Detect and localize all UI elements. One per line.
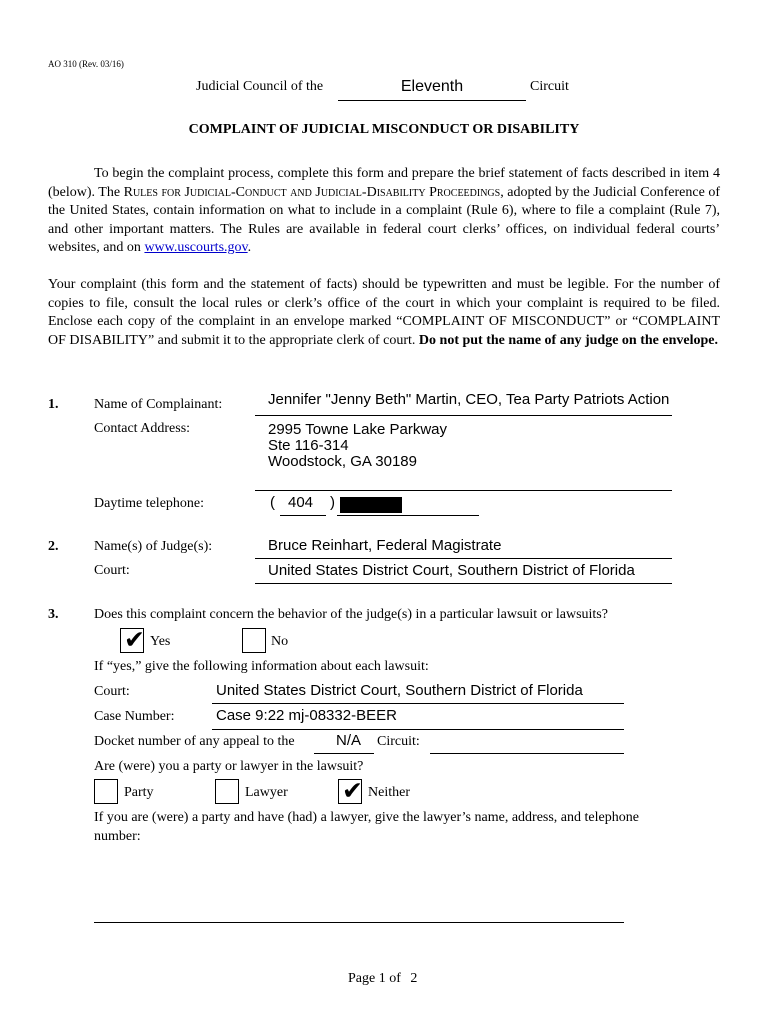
lawyer-info-prompt-line-2: number: <box>94 829 141 844</box>
phone-open-paren: ( <box>270 494 275 511</box>
phone-label: Daytime telephone: <box>94 496 205 511</box>
phone-number-underline <box>337 515 479 516</box>
intro-text-middle: , adopted by the Judicial Conference of the United States, contain information on what to include in a complaint (Rule 6), where to file a complaint (Rule 7), and other important matters. The Rules are available in federal court clerks’ offices, on individual federal courts’ websites, and on <box>48 184 720 255</box>
yes-checkmark-icon: ✔ <box>124 625 145 654</box>
neither-label: Neither <box>368 785 410 800</box>
lawyer-label: Lawyer <box>245 785 288 800</box>
item-2-number: 2. <box>48 539 59 554</box>
uscourts-link[interactable]: www.uscourts.gov <box>144 240 248 255</box>
circuit-suffix: Circuit <box>530 79 569 94</box>
lawsuit-question: Does this complaint concern the behavior of the judge(s) in a particular lawsuit or lawsuits? <box>94 607 608 622</box>
page-number-text: Page 1 of <box>348 971 401 986</box>
form-code: AO 310 (Rev. 03/16) <box>48 59 124 69</box>
area-code-underline <box>280 515 326 516</box>
phone-close-paren: ) <box>330 494 335 511</box>
judge-name-field[interactable]: Bruce Reinhart, Federal Magistrate <box>268 537 502 554</box>
contact-address-label: Contact Address: <box>94 421 191 436</box>
lawyer-info-prompt-line-1: If you are (were) a party and have (had) a lawyer, give the lawyer’s name, address, and telephone <box>94 810 639 825</box>
lawyer-checkbox[interactable] <box>215 779 239 804</box>
appeal-circuit-underline <box>314 753 374 754</box>
area-code-field[interactable]: 404 <box>288 494 314 511</box>
judge-court-underline <box>255 583 672 584</box>
instructions-paragraph <box>48 276 720 350</box>
docket-label: Docket number of any appeal to the <box>94 734 295 749</box>
instructions-text: Your complaint (this form and the statement of facts) should be typewritten and must be legible. For the number of copies to file, consult the local rules or clerk’s office of the court in which your complaint is required to be filed. Enclose each copy of the complaint in an envelope marked “COMPLAINT OF MISCONDUCT” or “COMPLAINT OF DISABILITY” and submit it to the appropriate clerk of court. <box>48 277 720 348</box>
page-indicator <box>348 971 417 987</box>
page-total: 2 <box>410 971 418 986</box>
no-checkbox[interactable] <box>242 628 266 653</box>
complainant-name-field[interactable]: Jennifer "Jenny Beth" Martin, CEO, Tea Party Patriots Action <box>268 391 670 408</box>
lawsuit-court-label: Court: <box>94 684 130 699</box>
party-checkbox[interactable] <box>94 779 118 804</box>
complainant-name-label: Name of Complainant: <box>94 397 223 412</box>
rules-title: Rules for Judicial-Conduct and Judicial-Disability Proceedings <box>123 184 501 200</box>
intro-text-start: To begin the complaint process, complete this form and prepare the brief statement of facts described in item 4 (below). The <box>48 166 720 200</box>
contact-address-line-2[interactable]: Ste 116-314 <box>268 437 349 454</box>
item-3-number: 3. <box>48 607 59 622</box>
complainant-name-underline <box>255 415 672 416</box>
appeal-circuit-field[interactable]: N/A <box>336 732 362 749</box>
yes-checkbox[interactable] <box>120 625 145 654</box>
judge-court-field[interactable]: United States District Court, Southern District of Florida <box>268 562 635 579</box>
envelope-warning: Do not put the name of any judge on the envelope. <box>418 332 718 348</box>
lawsuit-court-field[interactable]: United States District Court, Southern District of Florida <box>216 682 583 699</box>
no-label: No <box>271 634 289 649</box>
party-question: Are (were) you a party or lawyer in the lawsuit? <box>94 759 364 774</box>
case-number-label: Case Number: <box>94 709 175 724</box>
lawsuit-court-underline <box>212 703 624 704</box>
lawyer-info-underline <box>94 922 624 923</box>
yes-label: Yes <box>150 634 171 649</box>
form-title: COMPLAINT OF JUDICIAL MISCONDUCT OR DISABILITY <box>188 122 580 137</box>
intro-paragraph <box>48 165 720 258</box>
redacted-phone-number <box>340 497 402 513</box>
judge-name-underline <box>255 558 672 559</box>
circuit-label: Circuit: <box>377 734 420 749</box>
contact-address-line-1[interactable]: 2995 Towne Lake Parkway <box>268 421 448 438</box>
party-label: Party <box>124 785 154 800</box>
judge-court-label: Court: <box>94 563 130 578</box>
neither-checkbox[interactable] <box>338 776 363 805</box>
if-yes-instruction: If “yes,” give the following information about each lawsuit: <box>94 659 429 674</box>
case-number-underline <box>212 729 624 730</box>
circuit-field[interactable]: Eleventh <box>400 78 464 95</box>
appeal-docket-underline <box>430 753 624 754</box>
circuit-field-underline <box>338 100 526 101</box>
contact-address-underline <box>255 490 672 491</box>
case-number-field[interactable]: Case 9:22 mj-08332-BEER <box>216 707 397 724</box>
item-1-number: 1. <box>48 397 59 412</box>
neither-checkmark-icon: ✔ <box>342 776 363 805</box>
judge-name-label: Name(s) of Judge(s): <box>94 539 213 554</box>
council-prefix: Judicial Council of the <box>196 79 324 94</box>
intro-text-end: . <box>247 240 252 255</box>
contact-address-line-3[interactable]: Woodstock, GA 30189 <box>268 453 417 470</box>
